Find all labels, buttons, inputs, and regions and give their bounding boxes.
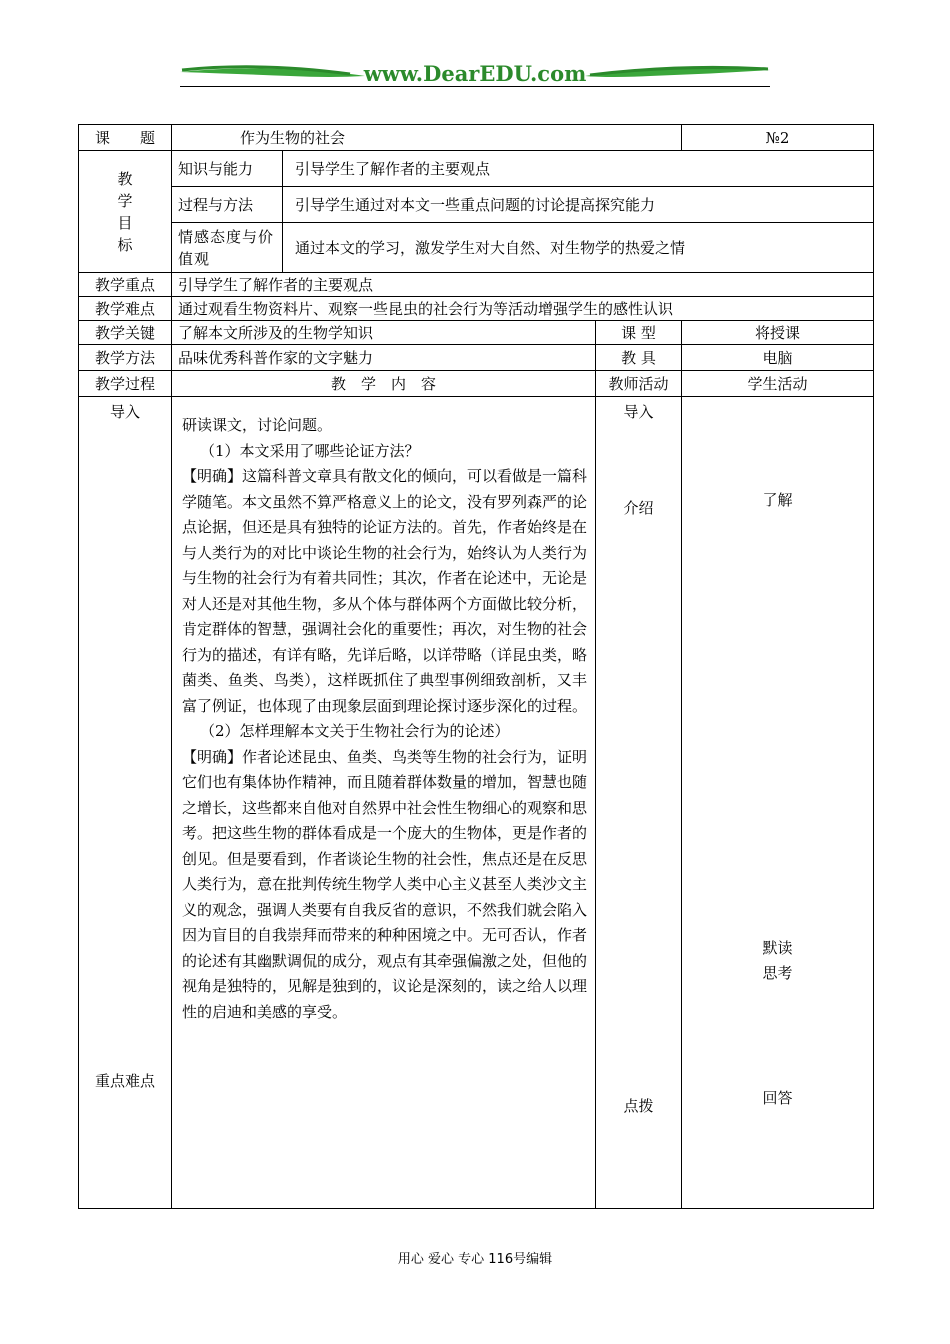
key-point-label: 教学重点 [79, 273, 172, 297]
class-type-value: 将授课 [682, 321, 874, 345]
process-body-row [79, 397, 874, 1209]
objective-label: 情感态度与价值观 [172, 223, 283, 273]
lesson-number: №2 [682, 125, 874, 151]
objectives-label-char: 教 [117, 169, 133, 188]
topic-row [79, 125, 874, 151]
objective-text: 引导学生通过对本文一些重点问题的讨论提高探究能力 [283, 187, 874, 223]
objective-label: 过程与方法 [172, 187, 283, 223]
process-header-row [79, 371, 874, 397]
student-understand: 了解 [762, 491, 793, 509]
key-point-value: 引导学生了解作者的主要观点 [172, 273, 874, 297]
objective-label: 知识与能力 [172, 151, 283, 187]
footer-note: 用心 爱心 专心 116号编辑 [397, 1252, 553, 1267]
objectives-label-char: 学 [117, 191, 133, 210]
teacher-guide: 点拨 [623, 1097, 654, 1115]
lesson-plan-table [78, 124, 874, 1209]
student-activity-label: 学生活动 [682, 371, 874, 397]
key-point-row [79, 273, 874, 297]
key-label: 教学关键 [79, 321, 172, 345]
tools-label: 教 具 [596, 345, 682, 371]
key-value: 了解本文所涉及的生物学知识 [172, 321, 596, 345]
difficulty-value: 通过观看生物资料片、观察一些昆虫的社会行为等活动增强学生的感性认识 [172, 297, 874, 321]
content-paragraph: 【明确】这篇科普文章具有散文化的倾向，可以看做是一篇科学随笔。本文虽然不算严格意义上的论文，没有罗列森严的论点论据，但还是具有独特的论证方法的。首先，作者始终是在与人类行为的对比中谈论生物的社会行为，始终认为人类行为与生物的社会行为有着共同性；其次，作者在论述中，无论是对人还是对其他生物，多从个体与群体两个方面做比较分析，肯定群体的智慧，强调社会化的重要性；再次，对生物的社会行为的描述，有详有略，先详后略，以详带略（详昆虫类，略菌类、鱼类、鸟类），这样既抓住了典型事例细致剖析，又丰富了例证，也体现了由现象层面到理论探讨逐步深化的过程。 [182, 467, 588, 715]
topic-label: 课 题 [79, 125, 172, 151]
content-label: 教 学 内 容 [172, 371, 596, 397]
student-activity-cell [682, 397, 874, 1209]
content-paragraph: 【明确】作者论述昆虫、鱼类、鸟类等生物的社会行为，证明它们也有集体协作精神，而且随着群体数量的增加，智慧也随之增长，这些都来自他对自然界中社会性生物细心的观察和思考。把这些生物的群体看成是一个庞大的生物体，更是作者的创见。但是要看到，作者谈论生物的社会性，焦点还是在反思人类行为，意在批判传统生物学人类中心主义甚至人类沙文主义的观念，强调人类要有自我反省的意识，不然我们就会陷入因为盲目的自我崇拜而带来的种种困境之中。无可否认，作者的论述有其幽默调侃的成分，观点有其牵强偏激之处，但他的视角是独特的，见解是独到的，议论是深刻的，读之给人以理性的启迪和美感的享受。 [182, 747, 588, 1021]
content-question: （1）本文采用了哪些论证方法？ [200, 441, 420, 460]
method-row [79, 345, 874, 371]
content-body [172, 397, 595, 1025]
content-paragraph: 研读课文，讨论问题。 [182, 416, 333, 434]
method-value: 品味优秀科普作家的文字魅力 [172, 345, 596, 371]
objective-text: 通过本文的学习，激发学生对大自然、对生物学的热爱之情 [283, 223, 874, 273]
student-read: 默读 [762, 939, 793, 957]
class-type-label: 课 型 [596, 321, 682, 345]
content-cell [172, 397, 596, 1209]
site-logo-text: www.DearEDU.com [363, 61, 587, 86]
teacher-activity-cell [596, 397, 682, 1209]
teacher-activity-label: 教师活动 [596, 371, 682, 397]
objectives-label-char: 标 [117, 235, 133, 254]
stage-key-difficulty: 重点难点 [94, 1072, 155, 1090]
tools-value: 电脑 [682, 345, 874, 371]
student-think: 思考 [762, 964, 793, 982]
teacher-intro: 导入 [623, 403, 654, 421]
process-stage-cell [79, 397, 172, 1209]
stage-intro: 导入 [109, 403, 140, 421]
process-label: 教学过程 [79, 371, 172, 397]
objectives-label [79, 151, 172, 273]
difficulty-row [79, 297, 874, 321]
objective-row [79, 187, 874, 223]
difficulty-label: 教学难点 [79, 297, 172, 321]
key-row [79, 321, 874, 345]
teacher-introduce: 介绍 [623, 499, 654, 517]
objective-row [79, 223, 874, 273]
student-answer: 回答 [762, 1089, 793, 1107]
method-label: 教学方法 [79, 345, 172, 371]
header-rule [180, 86, 770, 87]
objectives-label-char: 目 [117, 213, 133, 232]
content-question: （2）怎样理解本文关于生物社会行为的论述） [200, 722, 510, 740]
topic-value: 作为生物的社会 [172, 125, 682, 151]
objective-text: 引导学生了解作者的主要观点 [283, 151, 874, 187]
objective-row [79, 151, 874, 187]
